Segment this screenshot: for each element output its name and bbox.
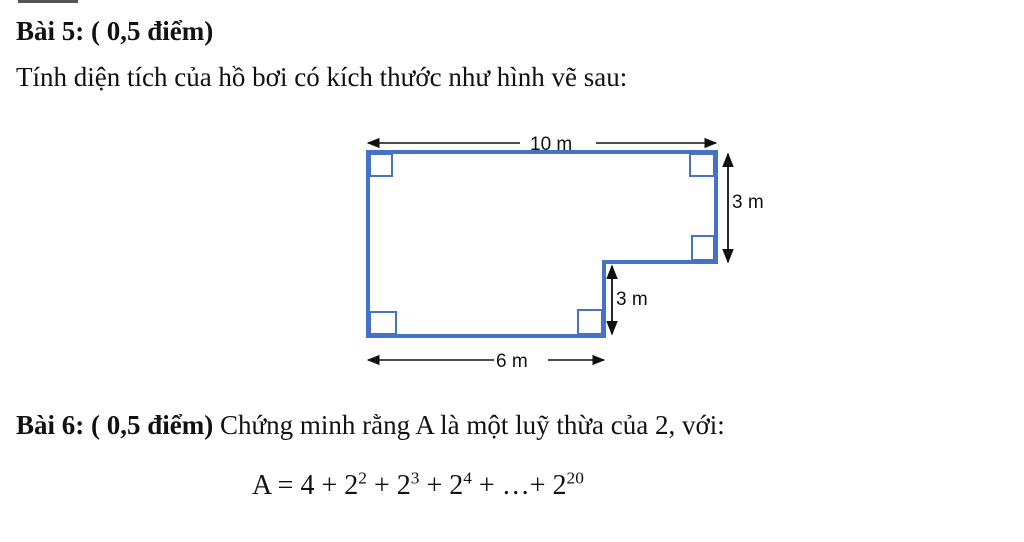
pool-outline [368,152,716,336]
right-angle-marker-top-right [690,154,714,176]
dimension-label-step: 3 m [616,289,648,310]
right-angle-marker-top-left [370,154,392,176]
exercise-6-title: Bài 6: ( 0,5 điểm) [16,410,214,440]
dimension-label-bottom: 6 m [496,351,528,372]
exercise-6 [16,410,725,441]
right-angle-marker-right-lower [692,236,714,260]
formula-exponent-2: 3 [410,468,420,488]
formula-exponent-1: 2 [358,468,367,488]
exercise-5-title: Bài 5: ( 0,5 điểm) [16,16,214,46]
exercise-6-text: Chứng minh rằng A là một luỹ thừa của 2, với: [213,410,725,440]
dimension-label-top: 10 m [530,134,573,155]
formula-part-4: + …+ 2 [471,470,567,501]
formula [252,470,584,502]
formula-part-2: + 2 [366,470,411,501]
formula-exponent-4: 20 [566,468,584,488]
formula-part-3: + 2 [419,470,464,501]
exercise-5-text: Tính diện tích của hồ bơi có kích thước như hình vẽ sau: [16,62,628,92]
formula-exponent-3: 4 [463,468,472,488]
dimension-label-right: 3 m [732,192,764,213]
right-angle-marker-bottom-step [578,310,602,334]
right-angle-marker-bottom-left [370,312,396,334]
formula-lhs: A = 4 + 2 [252,470,359,501]
